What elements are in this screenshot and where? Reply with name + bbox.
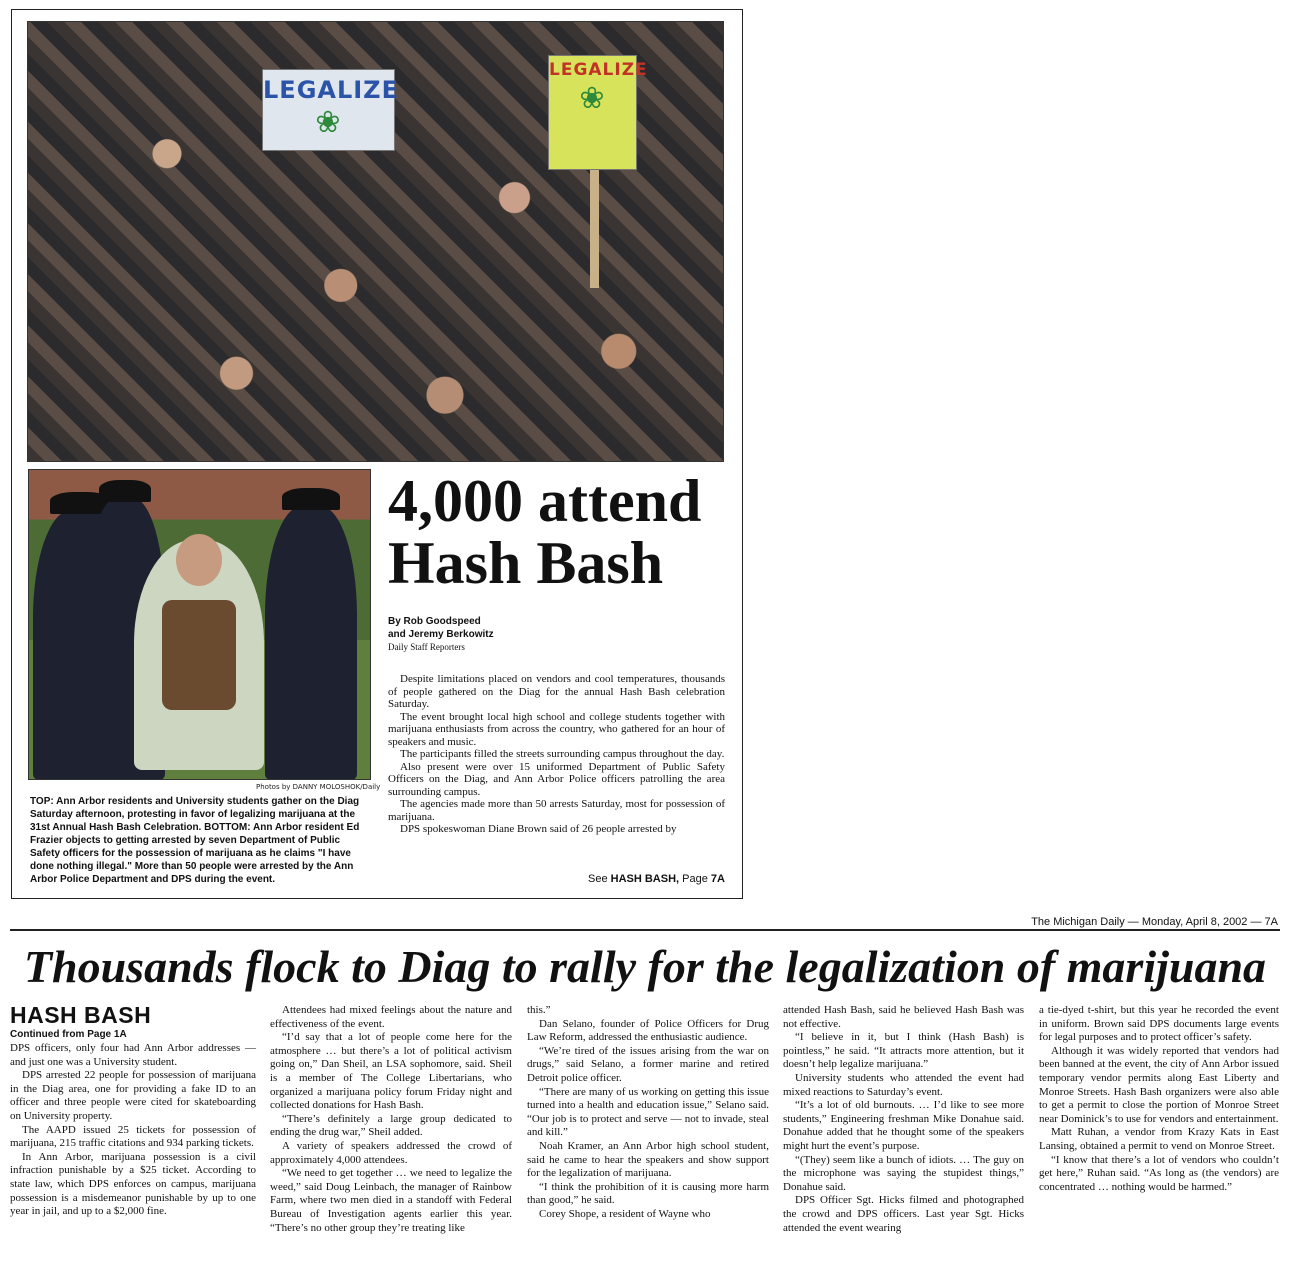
protester-figure <box>134 540 264 770</box>
column-2 <box>270 1004 512 1235</box>
column-paragraph: “There are many of us working on getting this issue turned into a health and education issue,” Selano said. “Our job is to protect and serve — not to invade, steal and kill.” <box>527 1085 769 1139</box>
column-paragraph: attended Hash Bash, said he believed Hash Bash was not effective. <box>783 1004 1024 1030</box>
column-paragraph: “I’d say that a lot of people come here for the atmosphere … but there’s a lot of political activism going on,” Dan Sheil, an LSA sophomore, said. Sheil is a member of The College Libertarians, who organized a marijuana policy forum Friday night and collected donations for Hash Bash. <box>270 1031 512 1112</box>
crowd-photo <box>27 21 724 462</box>
legalize-sign-yellow <box>548 55 648 170</box>
column-paragraph: “I think the prohibition of it is causing more harm than good,” he said. <box>527 1180 769 1207</box>
column-paragraph: “We’re tired of the issues arising from the war on drugs,” said Selano, a former marine and retired Detroit police officer. <box>527 1044 769 1084</box>
column-paragraph: DPS officers, only four had Ann Arbor addresses — and just one was a University student. <box>10 1042 256 1068</box>
section-rule <box>10 929 1280 931</box>
column-paragraph: Matt Ruhan, a vendor from Krazy Kats in East Lansing, obtained a permit to vend on Monroe Street. <box>1039 1126 1279 1152</box>
section-title: HASH BASH <box>10 1002 152 1028</box>
column-paragraph: “I know that there’s a lot of vendors who couldn’t get here,” Ruhan said. “As long as (the vendors) are concentrated … nothing would be harmed.” <box>1039 1153 1279 1193</box>
column-4 <box>783 1004 1024 1235</box>
story-paragraph: Despite limitations placed on vendors and cool temperatures, thousands of people gathered on the Diag for the annual Hash Bash celebration Saturday. <box>388 673 725 710</box>
column-paragraph: “I believe in it, but I think (Hash Bash) is pointless,” he said. “It attracts more attention, but it doesn’t help legalize marijuana.” <box>783 1031 1024 1071</box>
sign-text: LEGALIZE <box>549 60 648 80</box>
column-paragraph: DPS Officer Sgt. Hicks filmed and photographed the crowd and DPS officers. Last year Sgt. Hicks attended the event wearing <box>783 1194 1024 1234</box>
column-paragraph: Noah Kramer, an Ann Arbor high school student, said he came to hear the speakers and show support for the legalization of marijuana. <box>527 1139 769 1180</box>
column-paragraph: “There’s definitely a large group dedicated to ending the drug war,” Sheil added. <box>270 1112 512 1139</box>
column-paragraph: “(They) seem like a bunch of idiots. … The guy on the microphone was saying the stupidest things,” Donahue said. <box>783 1153 1024 1193</box>
sign-text: LEGALIZE <box>263 76 399 104</box>
column-paragraph: “We need to get together … we need to legalize the weed,” said Doug Leinbach, the manager of Rainbow Farm, where two men died in a standoff with Federal Bureau of Investigation agents earlier this year. “There’s no other group they’re treating like <box>270 1167 512 1234</box>
byline-author-1: By Rob Goodspeed <box>388 616 481 627</box>
column-paragraph: Dan Selano, founder of Police Officers for Drug Law Reform, addressed the enthusiastic audience. <box>527 1017 769 1044</box>
column-paragraph: “It’s a lot of old burnouts. … I’d like to see more students,” Engineering freshman Mike Donahue said. Donahue added that he thought some of the speakers might hurt the event’s purpose. <box>783 1099 1024 1152</box>
story-headline <box>388 470 701 594</box>
headline-line-1: 4,000 attend <box>388 468 702 534</box>
column-1 <box>10 1002 256 1219</box>
column-paragraph: In Ann Arbor, marijuana possession is a civil infraction punishable by a $25 ticket. According to state law, which DPS enforces on campus, marijuana possession is a misdemeanor punishable by up to one year in jail, and up to a $2,000 fine. <box>10 1150 256 1218</box>
column-3 <box>527 1004 769 1222</box>
column-5 <box>1039 1004 1279 1194</box>
column-paragraph: Corey Shope, a resident of Wayne who <box>539 1207 711 1220</box>
arrest-photo <box>28 469 371 780</box>
column-paragraph: A variety of speakers addressed the crowd of approximately 4,000 attendees. <box>270 1139 512 1166</box>
jump-label: HASH BASH, <box>610 873 680 885</box>
column-paragraph: a tie-dyed t-shirt, but this year he recorded the event in uniform. Brown said DPS documents large events for legal purposes and to protect officer’s safety. <box>1039 1004 1279 1044</box>
jump-prefix: See <box>588 873 608 885</box>
column-paragraph: DPS arrested 22 people for possession of marijuana in the Diag area, one for providing a fake ID to an officer and three people were cited for skateboarding on University property. <box>10 1069 256 1122</box>
photo-credit: Photos by DANNY MOLOSHOK/Daily <box>256 783 381 791</box>
story-paragraph: The event brought local high school and college students together with marijuana enthusiasts from across the country, who gathered for an hour of speakers and music. <box>388 710 725 748</box>
byline <box>388 615 494 654</box>
story-body <box>388 673 725 836</box>
legalize-sign-blue <box>262 69 399 151</box>
leaf-icon: ❀ <box>315 105 342 140</box>
column-paragraph: this.” <box>527 1004 551 1016</box>
banner-headline: Thousands flock to Diag to rally for the legalization of marijuana <box>23 941 1267 992</box>
column-paragraph: University students who attended the event had mixed reactions to Saturday’s event. <box>783 1071 1024 1098</box>
jump-line <box>588 873 725 885</box>
column-paragraph: Attendees had mixed feelings about the nature and effectiveness of the event. <box>270 1004 512 1030</box>
sign-pole <box>590 168 599 288</box>
headline-line-2: Hash Bash <box>388 530 664 596</box>
officer-figure <box>265 506 357 780</box>
photo-caption: TOP: Ann Arbor residents and University students gather on the Diag Saturday afternoon, protesting in favor of legalizing marijuana at the 31st Annual Hash Bash Celebration. BOTTOM: Ann Arbor resident Ed Frazier objects to getting arrested by seven Department of Public Safety officers for the possession of marijuana as he claims "I have done nothing illegal." More than 50 people were arrested by the Ann Arbor Police Department and DPS during the event. <box>30 796 360 885</box>
byline-author-2: and Jeremy Berkowitz <box>388 629 494 640</box>
continued-from: Continued from Page 1A <box>10 1029 127 1040</box>
jump-page-prefix: Page <box>682 873 708 885</box>
story-paragraph: DPS spokeswoman Diane Brown said of 26 people arrested by <box>400 823 677 835</box>
column-paragraph: The AAPD issued 25 tickets for possession of marijuana, 215 traffic citations and 934 parking tickets. <box>10 1123 256 1150</box>
byline-staff: Daily Staff Reporters <box>388 642 465 652</box>
jump-page: 7A <box>710 873 725 885</box>
column-paragraph: Although it was widely reported that vendors had been banned at the event, the city of Ann Arbor issued temporary vendor permits along East Liberty and Monroe Streets. Hash Bash organizers were also able to get a permit to close the portion of Monroe Street near Dominick’s to use for vendors and entertainment. <box>1039 1044 1279 1125</box>
story-paragraph: The participants filled the streets surrounding campus throughout the day. <box>400 748 725 760</box>
story-paragraph: The agencies made more than 50 arrests Saturday, most for possession of marijuana. <box>388 798 725 823</box>
leaf-icon: ❀ <box>579 81 606 116</box>
page-folio: The Michigan Daily — Monday, April 8, 2002 — 7A <box>1031 916 1278 928</box>
story-paragraph: Also present were over 15 uniformed Department of Public Safety Officers on the Diag, and Ann Arbor Police officers patrolling the area surrounding campus. <box>388 760 725 798</box>
